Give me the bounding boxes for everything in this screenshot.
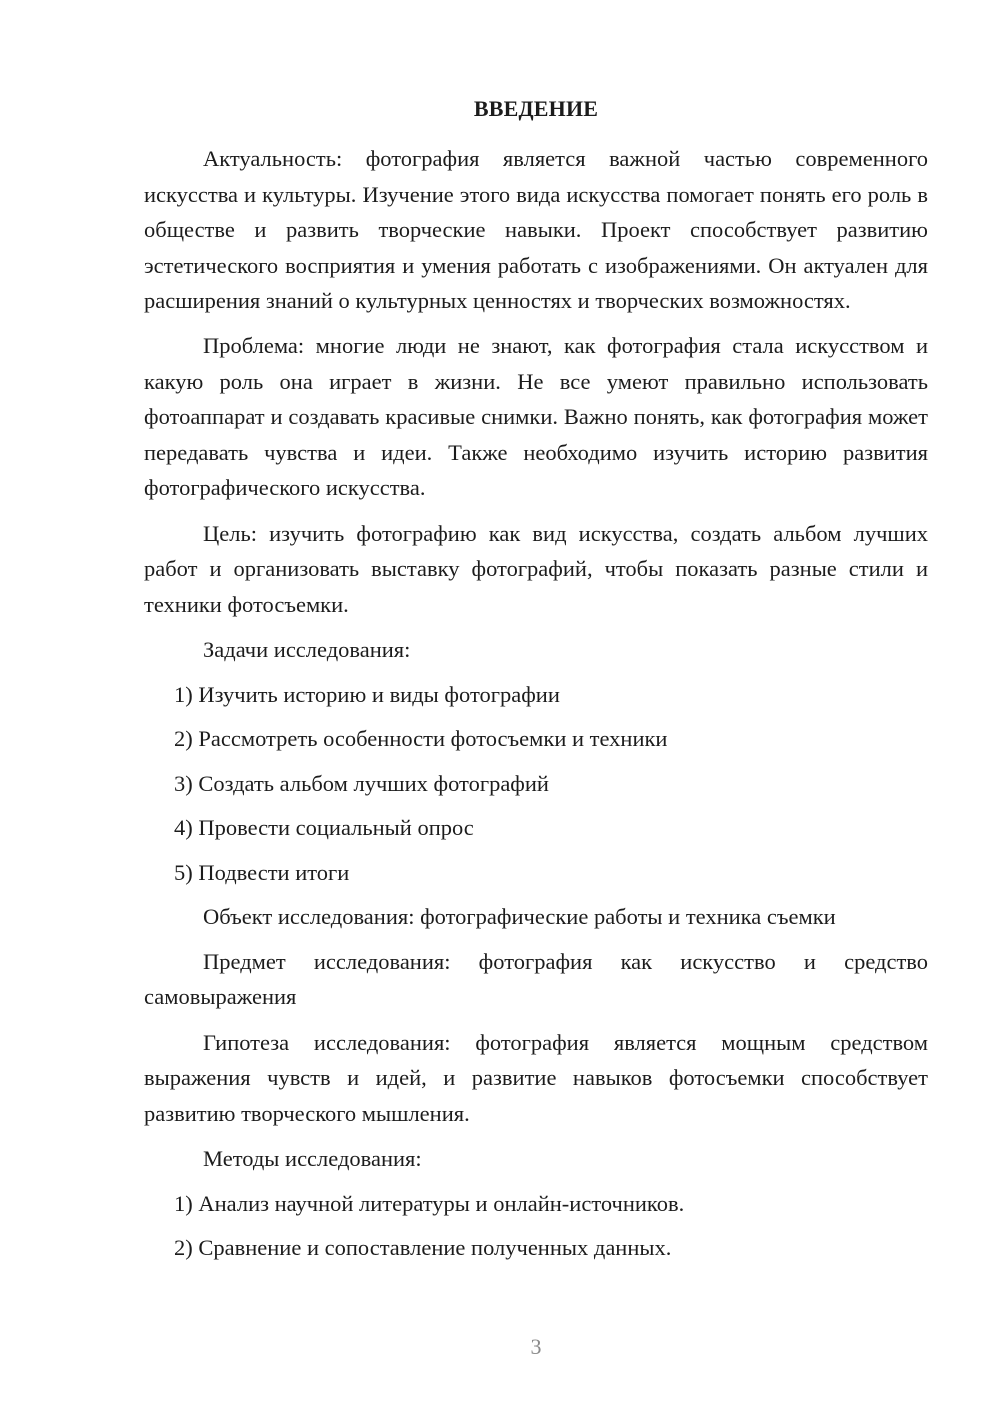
section-heading: ВВЕДЕНИЕ (473, 96, 599, 121)
document-body (144, 141, 928, 1266)
object-paragraph: Объект исследования: фотографические работы и техника съемки (203, 904, 836, 929)
page-number: 3 (530, 1334, 542, 1359)
method-item-1: 1) Анализ научной литературы и онлайн-источников. (174, 1190, 685, 1216)
task-item-4: 4) Провести социальный опрос (174, 815, 474, 840)
task-item-5: 5) Подвести итоги (174, 859, 350, 885)
problem-paragraph: Проблема: многие люди не знают, как фотография стала искусством и какую роль она играет в жизни. Не все умеют правильно использовать фотоаппарат и создавать красивые снимки. Важно понять, как фотография может передавать чувства и идеи. Также необходимо изучить историю развития фотографического искусства. (144, 333, 928, 500)
goal-paragraph: Цель: изучить фотографию как вид искусства, создать альбом лучших работ и организовать выставку фотографий, чтобы показать разные стили и техники фотосъемки. (144, 520, 928, 617)
tasks-title: Задачи исследования: (203, 637, 411, 662)
hypothesis-paragraph: Гипотеза исследования: фотография является мощным средством выражения чувств и идей, и развитие навыков фотосъемки способствует развитию творческого мышления. (144, 1029, 928, 1126)
relevance-paragraph: Актуальность: фотография является важной частью современного искусства и культуры. Изучение этого вида искусства помогает понять его роль в обществе и развить творческие навыки. Проект способствует развитию эстетического восприятия и умения работать с изображениями. Он актуален для расширения знаний о культурных ценностях и творческих возможностях. (144, 146, 928, 313)
subject-paragraph: Предмет исследования: фотография как искусство и средство самовыражения (144, 948, 928, 1009)
task-item-1: 1) Изучить историю и виды фотографии (174, 681, 560, 707)
method-item-2: 2) Сравнение и сопоставление полученных данных. (174, 1235, 672, 1260)
task-item-3: 3) Создать альбом лучших фотографий (174, 770, 549, 796)
methods-title: Методы исследования: (203, 1146, 422, 1171)
task-item-2: 2) Рассмотреть особенности фотосъемки и техники (174, 726, 668, 751)
